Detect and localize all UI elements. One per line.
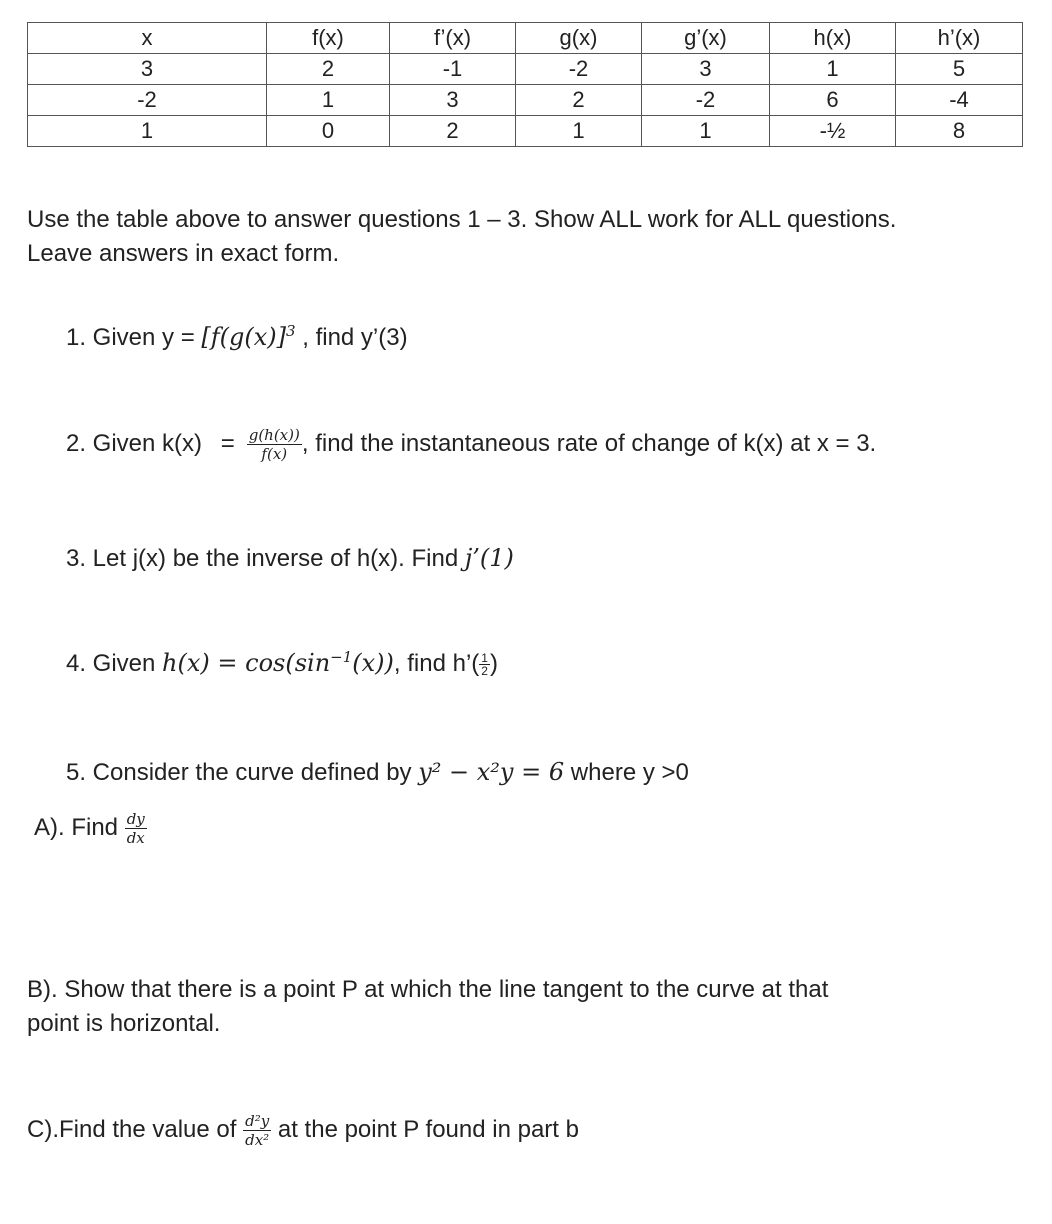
table-cell: -4 (896, 85, 1023, 116)
table-header-row (28, 23, 1023, 54)
table-cell: 3 (28, 54, 267, 85)
question-1 (66, 322, 408, 352)
table-cell: 0 (267, 116, 390, 147)
table-cell: -1 (390, 54, 516, 85)
table-cell: -½ (770, 116, 896, 147)
question-1-suffix: , find y’(3) (295, 324, 408, 351)
part-a (34, 810, 147, 847)
question-4-expression-end: (x)) (352, 649, 394, 677)
table-header-cell: g(x) (516, 23, 642, 54)
instructions-line-2: Leave answers in exact form. (27, 240, 340, 267)
question-3-prefix: 3. Let j(x) be the inverse of h(x). Find (66, 545, 465, 572)
table-cell: 2 (390, 116, 516, 147)
part-c-suffix: at the point P found in part b (271, 1115, 579, 1143)
question-2-equals: = (220, 429, 235, 457)
table-cell: 3 (390, 85, 516, 116)
question-2 (66, 426, 876, 463)
table-cell: 1 (28, 116, 267, 147)
question-5-expression: y² − x²y = 6 (418, 758, 565, 786)
question-4-exponent: −1 (330, 648, 353, 666)
table-header-cell: f’(x) (390, 23, 516, 54)
table-cell: 8 (896, 116, 1023, 147)
table-cell: 6 (770, 85, 896, 116)
part-c-denominator: dx² (245, 1131, 270, 1149)
table-cell: -2 (516, 54, 642, 85)
question-5 (66, 758, 689, 787)
question-3-expression: j’(1) (464, 544, 514, 572)
question-5-suffix: where y >0 (564, 759, 689, 786)
table-cell: 1 (516, 116, 642, 147)
table-cell: 1 (770, 54, 896, 85)
table-cell: 2 (267, 54, 390, 85)
table-cell: 5 (896, 54, 1023, 85)
question-4-fraction-denominator: 2 (481, 664, 488, 679)
question-4-fraction-numerator: 1 (481, 651, 488, 666)
question-1-power: 3 (286, 322, 296, 340)
part-c-fraction (243, 1112, 271, 1149)
table-header-cell: h(x) (770, 23, 896, 54)
question-4 (66, 648, 498, 678)
question-4-fraction (479, 652, 490, 677)
table-row (28, 116, 1023, 147)
table-cell: -2 (642, 85, 770, 116)
part-b (27, 973, 828, 1041)
part-c (27, 1112, 579, 1149)
table-cell: 1 (642, 116, 770, 147)
values-table (27, 22, 1023, 147)
question-2-prefix: 2. Given k(x) (66, 429, 203, 457)
part-a-denominator: dx (125, 828, 147, 847)
question-4-mid: , find h’( (393, 650, 480, 677)
instructions (27, 203, 896, 271)
question-2-suffix: , find the instantaneous rate of change of k(x) at x = 3. (301, 429, 877, 457)
question-2-fraction (247, 426, 302, 463)
question-4-expression: h(x) = cos(sin (162, 649, 331, 677)
table-cell: 2 (516, 85, 642, 116)
table-header-cell: x (28, 23, 267, 54)
part-c-numerator: d²y (245, 1112, 270, 1130)
question-1-expression: [f(g(x)] (201, 323, 287, 351)
part-c-label: C).Find the value of (27, 1115, 244, 1143)
table-header-cell: h’(x) (896, 23, 1023, 54)
question-4-end: ) (489, 650, 498, 677)
table-cell: 1 (267, 85, 390, 116)
table-cell: 3 (642, 54, 770, 85)
question-4-prefix: 4. Given (66, 650, 163, 677)
part-b-line-2: point is horizontal. (27, 1010, 221, 1037)
part-b-line-1: B). Show that there is a point P at which the line tangent to the curve at that (27, 976, 829, 1003)
question-3 (66, 544, 514, 573)
table-header-cell: f(x) (267, 23, 390, 54)
question-2-denominator: f(x) (261, 445, 288, 463)
part-a-label: A). Find (34, 813, 125, 841)
table-header-cell: g’(x) (642, 23, 770, 54)
part-a-numerator: dy (126, 810, 145, 828)
part-a-fraction (125, 810, 147, 847)
table-cell: -2 (28, 85, 267, 116)
instructions-line-1: Use the table above to answer questions 1 – 3. Show ALL work for ALL questions. (27, 206, 897, 233)
question-2-numerator: g(h(x)) (248, 426, 300, 444)
question-5-prefix: 5. Consider the curve defined by (66, 759, 419, 786)
table-row (28, 85, 1023, 116)
question-1-prefix: 1. Given y = (66, 324, 202, 351)
table-row (28, 54, 1023, 85)
